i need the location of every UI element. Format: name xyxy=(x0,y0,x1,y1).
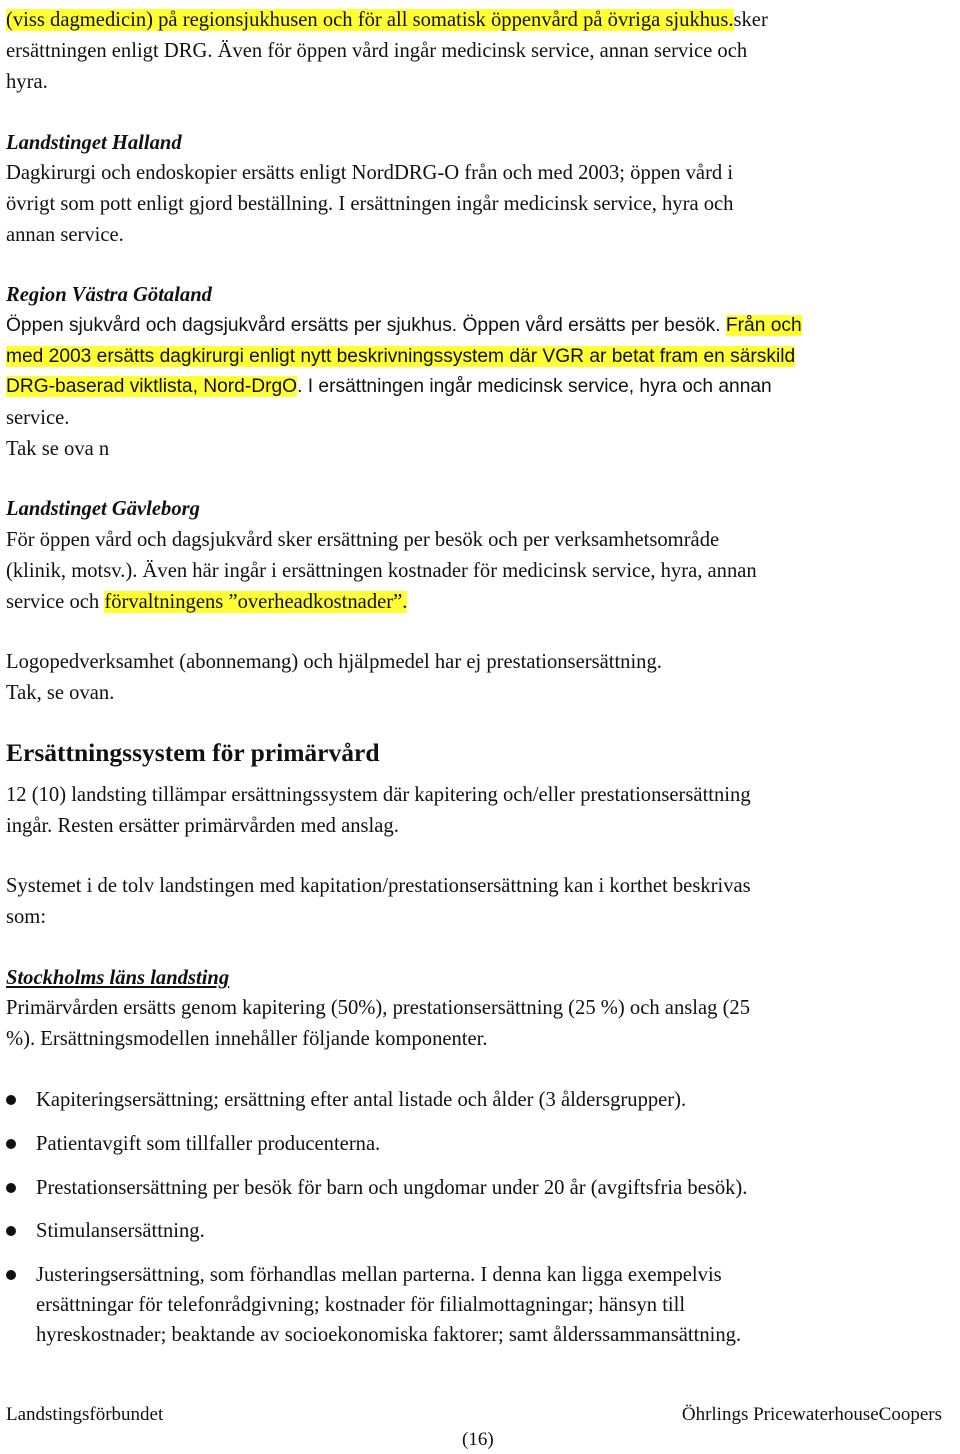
paragraph-line: hyra. xyxy=(6,71,48,93)
paragraph-line xyxy=(6,375,772,399)
highlighted-text: förvaltningens ”overheadkostnader”. xyxy=(104,591,408,613)
section-heading-gavleborg: Landstinget Gävleborg xyxy=(6,498,200,520)
paragraph-line xyxy=(6,590,407,614)
paragraph-line: ersättningen enligt DRG. Även för öppen vård ingår medicinsk service, annan service och xyxy=(6,40,748,62)
paragraph-line xyxy=(6,314,802,338)
paragraph-line: Dagkirurgi och endoskopier ersätts enligt NordDRG-O från och med 2003; öppen vård i xyxy=(6,162,734,184)
footer-left: Landstingsförbundet xyxy=(6,1404,164,1425)
highlighted-text: med 2003 ersätts dagkirurgi enligt nytt beskrivningssystem där VGR ar betat fram en särskild xyxy=(6,346,796,367)
footer-right: Öhrlings PricewaterhouseCoopers xyxy=(681,1404,942,1425)
bullet-icon xyxy=(6,1095,16,1105)
text-span: Öppen sjukvård och dagsjukvård ersätts per sjukhus. Öppen vård ersätts per besök. xyxy=(6,315,726,336)
list-item: Kapiteringsersättning; ersättning efter antal listade och ålder (3 åldersgrupper). xyxy=(36,1089,687,1111)
section-heading-halland: Landstinget Halland xyxy=(6,132,182,154)
text-span: sker xyxy=(733,9,768,31)
text-span: service och xyxy=(6,591,105,613)
paragraph-line: (klinik, motsv.). Även här ingår i ersättningen kostnader för medicinsk service, hyra, annan xyxy=(6,560,757,582)
bullet-icon xyxy=(6,1226,16,1236)
paragraph-line: För öppen vård och dagsjukvård sker ersättning per besök och per verksamhetsområde xyxy=(6,529,720,551)
paragraph-line: Tak, se ovan. xyxy=(6,682,115,704)
paragraph-line: Tak se ova n xyxy=(6,438,110,460)
page-number: (16) xyxy=(462,1429,494,1450)
highlighted-text: Från och xyxy=(725,315,802,336)
list-item: Prestationsersättning per besök för barn och ungdomar under 20 år (avgiftsfria besök). xyxy=(36,1177,748,1199)
paragraph-line xyxy=(6,8,768,32)
paragraph-line: 12 (10) landsting tillämpar ersättningssystem där kapitering och/eller prestationsersättning xyxy=(6,784,751,806)
highlighted-text: (viss dagmedicin) på regionsjukhusen och för all somatisk öppenvård på övriga sjukhus. xyxy=(6,9,734,31)
paragraph-line: Primärvården ersätts genom kapitering (50%), prestationsersättning (25 %) och anslag (25 xyxy=(6,997,751,1019)
section-heading-stockholm: Stockholms läns landsting xyxy=(6,967,230,989)
section-heading-primarvard: Ersättningssystem för primärvård xyxy=(6,738,380,767)
paragraph-line: annan service. xyxy=(6,224,124,246)
list-item: Justeringsersättning, som förhandlas mellan parterna. I denna kan ligga exempelvis xyxy=(36,1264,722,1286)
paragraph-line: övrigt som pott enligt gjord beställning. I ersättningen ingår medicinsk service, hyra och xyxy=(6,193,734,215)
paragraph-line: %). Ersättningsmodellen innehåller följande komponenter. xyxy=(6,1028,488,1050)
text-span: . I ersättningen ingår medicinsk service, hyra och annan xyxy=(297,376,772,397)
paragraph-line xyxy=(6,345,795,369)
paragraph-line: Systemet i de tolv landstingen med kapitation/prestationsersättning kan i korthet beskrivas xyxy=(6,875,751,897)
paragraph-line: Logopedverksamhet (abonnemang) och hjälpmedel har ej prestationsersättning. xyxy=(6,651,662,673)
highlighted-text: DRG-baserad viktlista, Nord-DrgO xyxy=(6,376,298,397)
list-item: Patientavgift som tillfaller producenterna. xyxy=(36,1133,381,1155)
bullet-icon xyxy=(6,1183,16,1193)
section-heading-vastra-gotaland: Region Västra Götaland xyxy=(6,284,212,306)
paragraph-line: ingår. Resten ersätter primärvården med anslag. xyxy=(6,815,399,837)
list-item-continuation: hyreskostnader; beaktande av socioekonomiska faktorer; samt ålderssammansättning. xyxy=(36,1324,742,1346)
paragraph-line: service. xyxy=(6,407,70,429)
bullet-icon xyxy=(6,1139,16,1149)
list-item: Stimulansersättning. xyxy=(36,1220,205,1242)
list-item-continuation: ersättningar för telefonrådgivning; kostnader för filialmottagningar; hänsyn till xyxy=(36,1294,686,1316)
bullet-icon xyxy=(6,1270,16,1280)
paragraph-line: som: xyxy=(6,906,47,928)
